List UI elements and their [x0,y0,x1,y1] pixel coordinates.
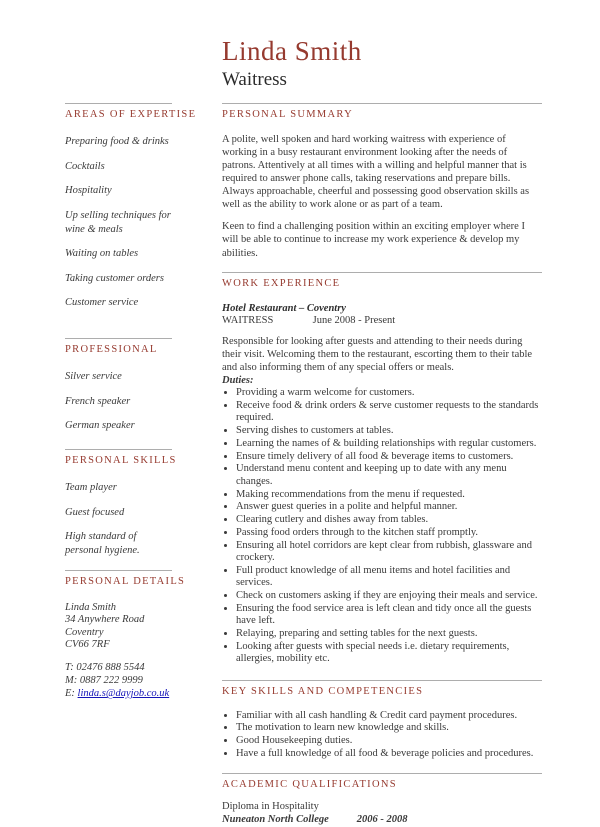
duty-item: • Ensuring the food service area is left clean and tidy once all the guests have left. [236,603,542,628]
resume-header [222,36,542,91]
phone-telephone: T: 02476 888 5544 [65,661,145,673]
key-skill-item: • The motivation to learn new knowledge and skills. [236,722,542,734]
duty-item: • Learning the names of & building relationships with regular customers. [236,438,542,450]
expertise-list [65,135,172,310]
address-line: Coventry [65,626,104,638]
section-heading: PERSONAL DETAILS [65,575,186,587]
personal-skill-item: Team player [65,482,117,494]
section-heading: PERSONAL SKILLS [65,455,177,467]
duty-item: • Understand menu content and keeping up to date with any menu changes. [236,463,542,488]
expertise-item: Taking customer orders [65,272,164,284]
duty-item: • Providing a warm welcome for customers. [236,387,542,399]
email-label: E: [65,688,75,700]
duties-label: Duties: [222,374,254,386]
key-skill-item: • Have a full knowledge of all food & beverage policies and procedures. [236,748,542,760]
employment-dates: June 2008 - Present [312,314,396,326]
professional-item: Silver service [65,371,122,383]
expertise-item: Cocktails [65,160,105,172]
duty-item: • Passing food orders through to the kitchen staff promptly. [236,527,542,539]
address-line: 34 Anywhere Road [65,614,145,626]
duty-item: • Serving dishes to customers at tables. [236,425,542,437]
college-name: Nuneaton North College [222,814,329,826]
personal-skill-item: Guest focused [65,506,125,518]
expertise-item: Customer service [65,297,139,309]
section-heading: PROFESSIONAL [65,344,158,356]
expertise-item: Hospitality [65,185,112,197]
postal-address [65,602,172,652]
expertise-item: Preparing food & drinks [65,136,169,147]
address-line: Linda Smith [65,601,117,613]
duty-item: • Making recommendations from the menu if requested. [236,489,542,501]
address-line: CV66 7RF [65,639,110,651]
duty-item: • Ensuring all hotel corridors are kept clear from rubbish, glassware and crockery. [236,540,542,565]
role-and-dates [222,315,542,326]
section-heading: WORK EXPERIENCE [222,277,341,289]
section-personal-details [65,570,186,701]
key-skill-item: • Familiar with all cash handling & Credit card payment procedures. [236,710,542,722]
candidate-name: Linda Smith [222,36,362,66]
section-personal-summary [222,103,542,260]
section-academic-qualifications [222,773,542,826]
work-description: Responsible for looking after guests and attending to their needs during their visit. Welcoming them to the restaurant, escorting them to their table and also informing them of any special offers or meals. [222,335,533,373]
professional-item: French speaker [65,395,131,407]
personal-skill-item: High standard of personal hygiene. [65,531,140,556]
key-skills-list [222,710,542,761]
contact-info [65,661,172,700]
duty-item: • Clearing cutlery and dishes away from tables. [236,514,542,526]
duty-item: • Ensure timely delivery of all food & beverage items to customers. [236,451,542,463]
duties-list [222,387,542,666]
email-line [65,687,172,700]
qualification: Diploma in Hospitality [222,801,319,813]
section-heading: KEY SKILLS AND COMPETENCIES [222,685,424,697]
candidate-job-title: Waitress [222,69,287,90]
college-dates: 2006 - 2008 [356,814,408,826]
duty-item: • Full product knowledge of all menu items and hotel facilities and services. [236,565,542,590]
section-personal-skills [65,449,177,558]
key-skill-item: • Good Housekeeping duties. [236,735,542,747]
email-link[interactable]: linda.s@dayjob.co.uk [77,688,170,700]
professional-list [65,370,172,433]
section-heading: PERSONAL SUMMARY [222,109,353,120]
section-heading: ACADEMIC QUALIFICATIONS [222,779,397,791]
college-and-dates [222,813,542,826]
section-areas-of-expertise [65,103,197,310]
main-content [222,103,542,827]
section-heading: AREAS OF EXPERTISE [65,109,197,120]
phone-mobile: M: 0887 222 9999 [65,675,143,687]
summary-paragraph: Keen to find a challenging position within an exciting employer where I will be able to continue to increase my work experience & develop my abilities. [222,221,525,259]
duty-item: • Looking after guests with special needs i.e. dietary requirements, allergies, mobility etc. [236,641,542,666]
employer-name: Hotel Restaurant – Coventry [222,302,346,314]
section-work-experience [222,272,542,666]
section-professional [65,338,172,433]
expertise-item: Waiting on tables [65,248,139,260]
section-key-skills [222,680,542,761]
two-column-layout [65,103,542,827]
job-role: WAITRESS [222,314,274,326]
summary-paragraph: A polite, well spoken and hard working waitress with experience of working in a busy restaurant environment looking after the needs of patrons. Attentively at all times with a willing and helpful manner that is required to answer phone calls, taking reservations and prepare bills. Always approachable, cheerful and possessing good observation skills as well as the ability to work alone or as part of a team. [222,134,530,211]
duty-item: • Receive food & drink orders & serve customer requests to the standards required. [236,400,542,425]
professional-item: German speaker [65,420,135,432]
sidebar [65,103,222,700]
duty-item: • Relaying, preparing and setting tables for the next guests. [236,628,542,640]
personal-skills-list [65,481,172,558]
duty-item: • Answer guest queries in a polite and helpful manner. [236,501,542,513]
expertise-item: Up selling techniques for wine & meals [65,209,171,235]
duty-item: • Check on customers asking if they are enjoying their meals and service. [236,590,542,602]
